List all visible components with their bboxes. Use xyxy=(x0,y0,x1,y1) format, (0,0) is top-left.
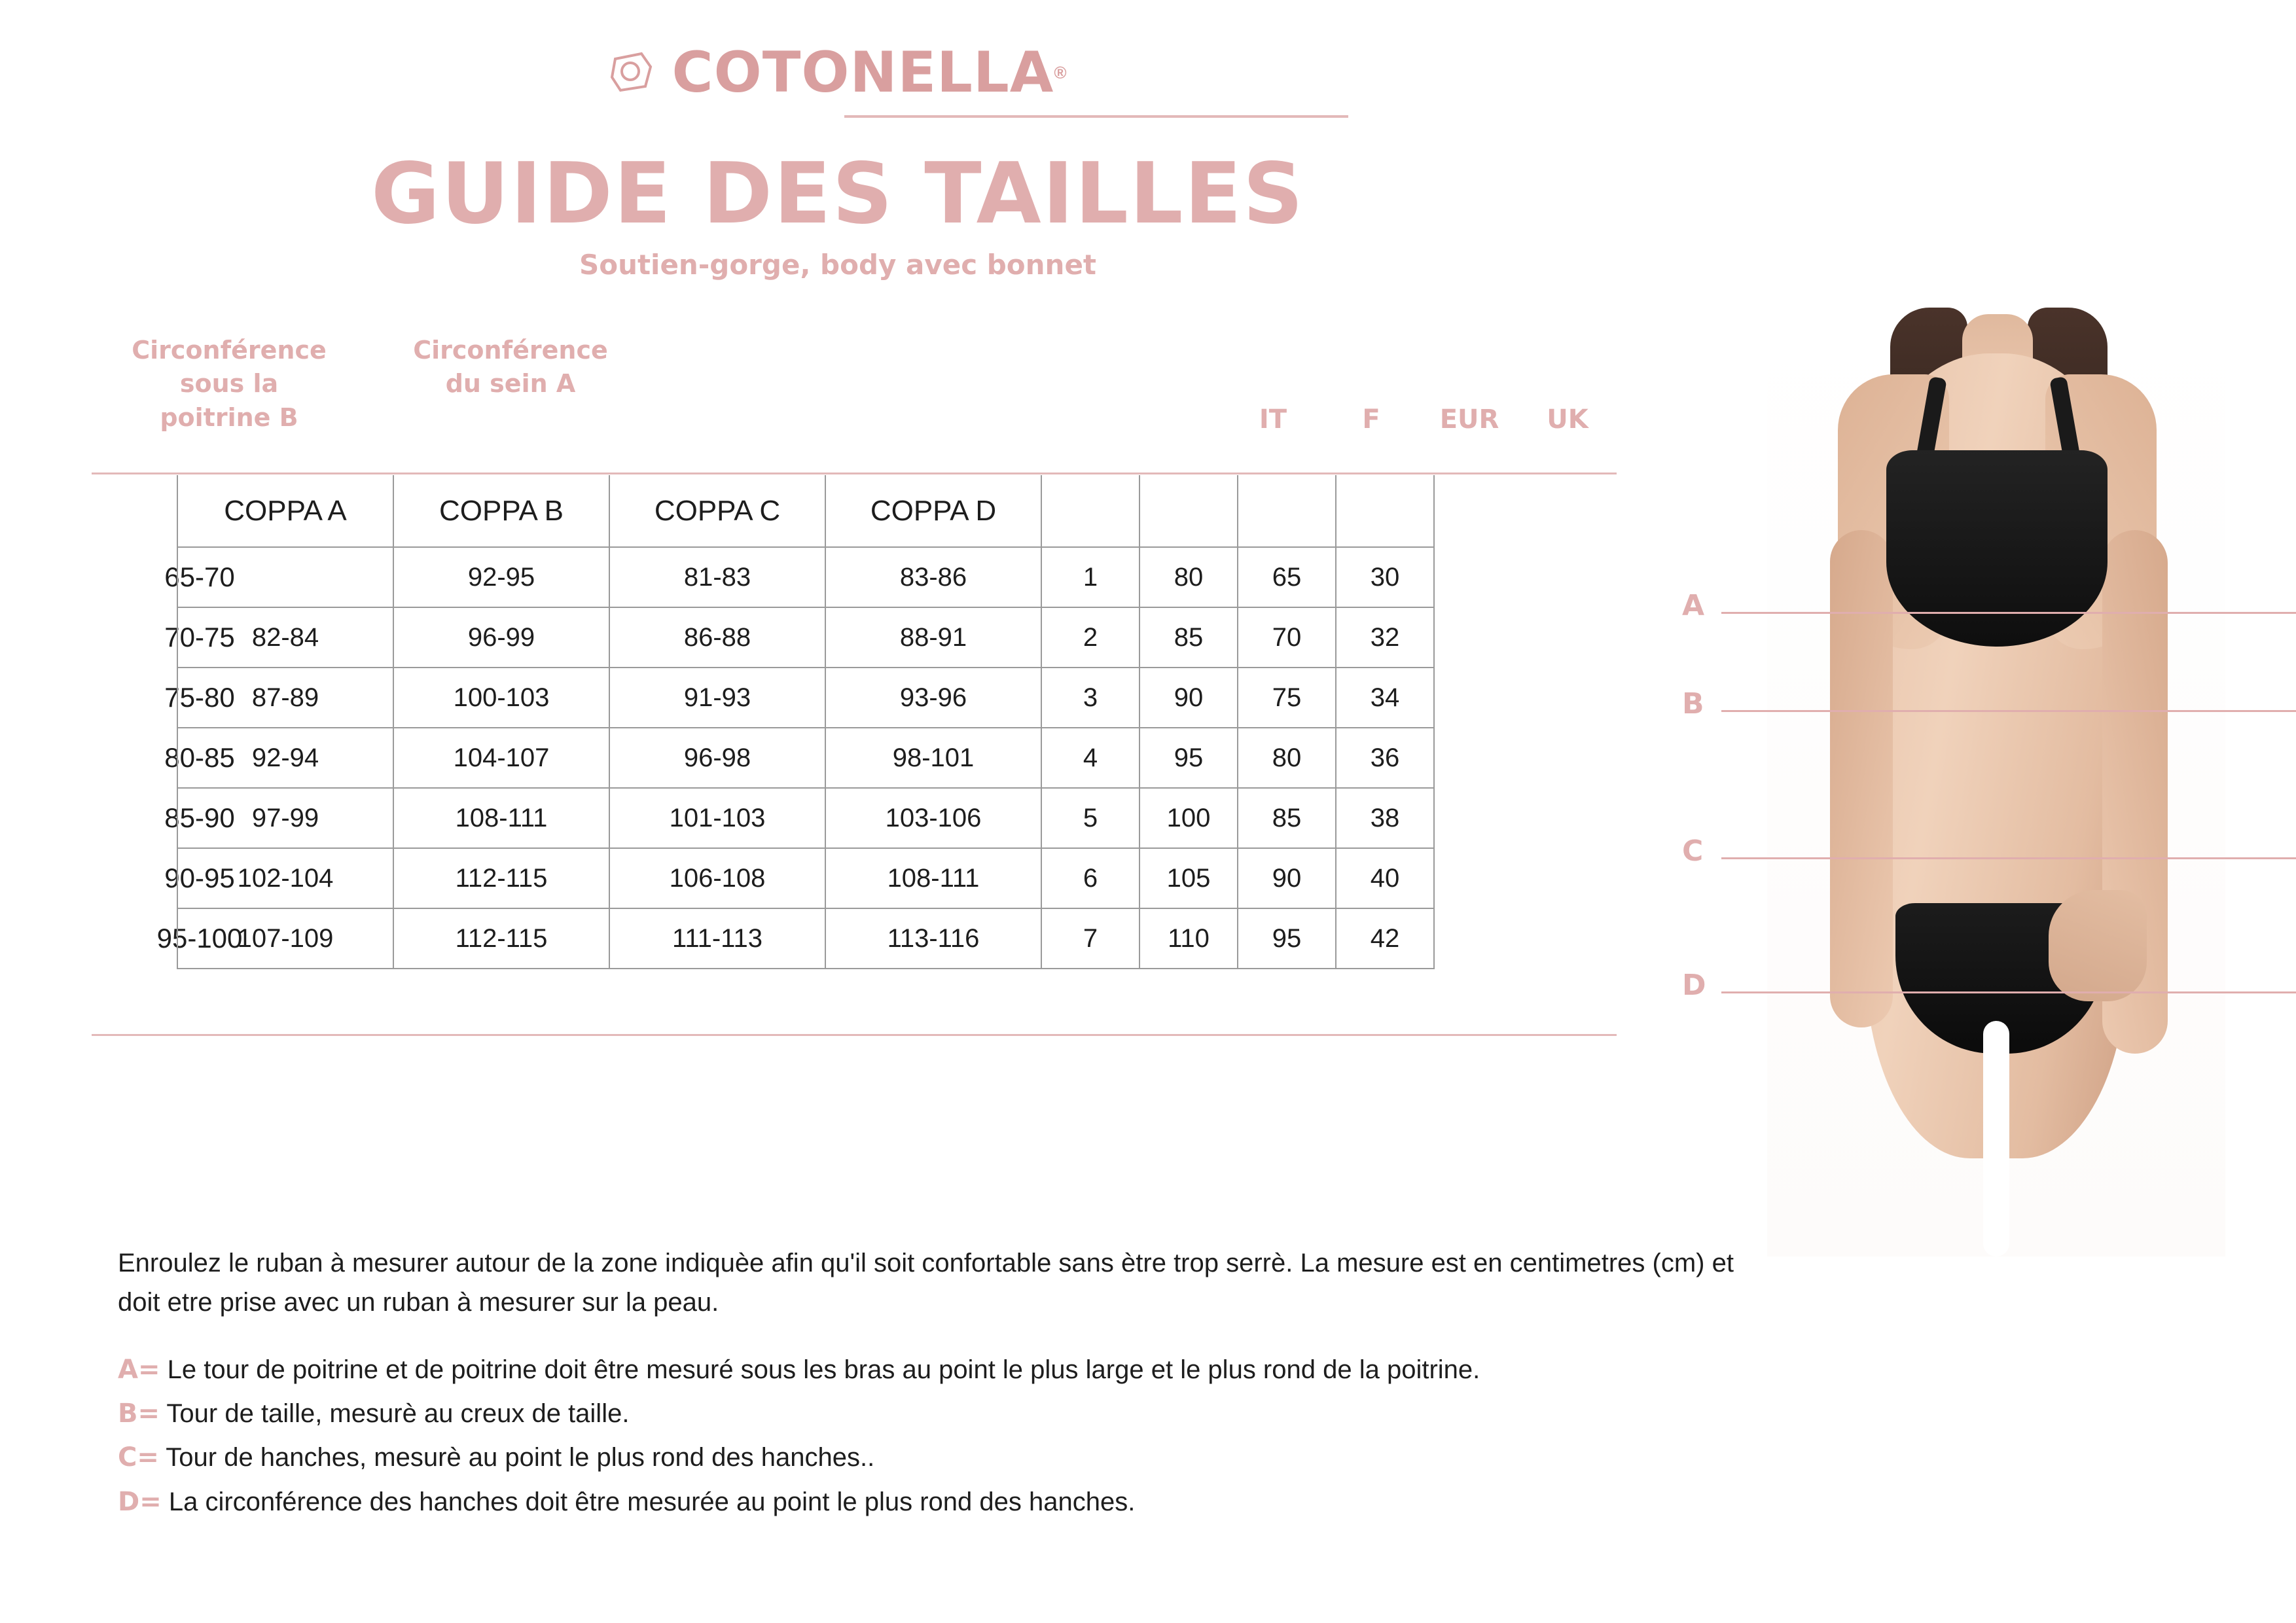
legend-text-d: La circonférence des hanches doit être mesurée au point le plus rond des hanches. xyxy=(168,1487,1136,1516)
brand-header xyxy=(0,40,1676,105)
measurement-legend xyxy=(118,1348,1885,1524)
cell-coppa-b: 104-107 xyxy=(393,728,609,788)
cell-eur: 85 xyxy=(1238,788,1336,848)
cell-coppa-a xyxy=(177,547,393,607)
page-subtitle: Soutien-gorge, body avec bonnet xyxy=(579,249,1097,281)
header-coppa-b: COPPA B xyxy=(393,475,609,547)
under-bust-value: 75-80 xyxy=(164,682,235,713)
cell-coppa-d: 88-91 xyxy=(825,607,1041,668)
brand-underline-divider xyxy=(844,115,1348,118)
legend-key-c: C= xyxy=(118,1442,159,1473)
size-chart-table xyxy=(177,475,1435,969)
cell-eur: 75 xyxy=(1238,668,1336,728)
table-bottom-rule xyxy=(92,1034,1617,1036)
header-coppa-c: COPPA C xyxy=(609,475,825,547)
caption-bust: Circonférence du sein A xyxy=(413,336,608,399)
hand xyxy=(2049,890,2147,1001)
cell-eur: 80 xyxy=(1238,728,1336,788)
cell-it: 6 xyxy=(1041,848,1139,908)
cell-coppa-a: 102-104 xyxy=(177,848,393,908)
marker-letter-c: C xyxy=(1682,834,1704,868)
size-system-uk: UK xyxy=(1547,404,1588,435)
marker-line-b xyxy=(1721,710,2296,712)
cell-coppa-b: 92-95 xyxy=(393,547,609,607)
legend-item-c xyxy=(118,1436,1885,1480)
cell-f: 95 xyxy=(1139,728,1238,788)
cell-coppa-c: 111-113 xyxy=(609,908,825,969)
size-system-it: IT xyxy=(1259,404,1287,435)
header-uk-blank xyxy=(1336,475,1434,547)
header-f-blank xyxy=(1139,475,1238,547)
marker-letter-d: D xyxy=(1682,969,1706,1002)
cell-coppa-d: 108-111 xyxy=(825,848,1041,908)
cell-coppa-d: 98-101 xyxy=(825,728,1041,788)
cell-f: 100 xyxy=(1139,788,1238,848)
legend-key-b: B= xyxy=(118,1399,160,1429)
cell-coppa-c: 106-108 xyxy=(609,848,825,908)
header-eur-blank xyxy=(1238,475,1336,547)
cell-f: 110 xyxy=(1139,908,1238,969)
size-system-eur: EUR xyxy=(1439,404,1499,435)
under-bust-value: 65-70 xyxy=(164,562,235,592)
under-bust-value: 80-85 xyxy=(164,742,235,773)
marker-line-c xyxy=(1721,857,2296,859)
brand-name: COTONELLA xyxy=(672,40,1054,105)
under-bust-value: 85-90 xyxy=(164,802,235,833)
hexagon-circle-logo-icon xyxy=(609,50,655,96)
cell-coppa-b: 96-99 xyxy=(393,607,609,668)
legend-text-c: Tour de hanches, mesurè au point le plus rond des hanches.. xyxy=(166,1443,875,1472)
table-top-rule xyxy=(92,473,1617,474)
model-photo xyxy=(1767,314,2225,1257)
under-bust-value: 90-95 xyxy=(164,863,235,893)
size-system-f: F xyxy=(1362,404,1380,435)
cell-f: 105 xyxy=(1139,848,1238,908)
marker-line-d xyxy=(1721,991,2296,993)
cell-uk: 36 xyxy=(1336,728,1434,788)
cell-coppa-d: 113-116 xyxy=(825,908,1041,969)
under-bust-value: 70-75 xyxy=(164,622,235,652)
cell-coppa-c: 96-98 xyxy=(609,728,825,788)
cell-uk: 34 xyxy=(1336,668,1434,728)
table-row xyxy=(177,728,1434,788)
cell-uk: 42 xyxy=(1336,908,1434,969)
table-row xyxy=(177,547,1434,607)
arm-left xyxy=(1830,530,1893,1027)
marker-letter-a: A xyxy=(1682,589,1705,622)
cell-coppa-b: 100-103 xyxy=(393,668,609,728)
under-bust-value: 95-100 xyxy=(156,923,243,954)
legend-text-b: Tour de taille, mesurè au creux de taille. xyxy=(166,1399,630,1429)
table-row xyxy=(177,848,1434,908)
cell-uk: 40 xyxy=(1336,848,1434,908)
cell-it: 4 xyxy=(1041,728,1139,788)
cell-coppa-d: 103-106 xyxy=(825,788,1041,848)
cell-coppa-d: 93-96 xyxy=(825,668,1041,728)
registered-mark: ® xyxy=(1054,62,1067,82)
bra-garment xyxy=(1886,450,2108,647)
cell-coppa-a: 82-84 xyxy=(177,607,393,668)
legend-item-d xyxy=(118,1480,1885,1524)
table-header-row xyxy=(177,475,1434,547)
cell-f: 85 xyxy=(1139,607,1238,668)
cell-eur: 70 xyxy=(1238,607,1336,668)
leg-gap xyxy=(1983,1021,2009,1257)
page-title: GUIDE DES TAILLES xyxy=(370,145,1305,243)
cell-coppa-c: 81-83 xyxy=(609,547,825,607)
cell-f: 90 xyxy=(1139,668,1238,728)
marker-letter-b: B xyxy=(1682,687,1704,721)
cell-coppa-c: 101-103 xyxy=(609,788,825,848)
legend-key-d: D= xyxy=(118,1486,162,1517)
table-row xyxy=(177,908,1434,969)
cell-it: 1 xyxy=(1041,547,1139,607)
cell-coppa-a: 92-94 xyxy=(177,728,393,788)
cell-uk: 32 xyxy=(1336,607,1434,668)
table-row xyxy=(177,788,1434,848)
cell-it: 3 xyxy=(1041,668,1139,728)
cell-coppa-a: 87-89 xyxy=(177,668,393,728)
cell-it: 2 xyxy=(1041,607,1139,668)
cell-it: 5 xyxy=(1041,788,1139,848)
cell-coppa-b: 112-115 xyxy=(393,848,609,908)
cell-uk: 38 xyxy=(1336,788,1434,848)
cell-eur: 95 xyxy=(1238,908,1336,969)
marker-line-a xyxy=(1721,612,2296,614)
cell-eur: 65 xyxy=(1238,547,1336,607)
cell-eur: 90 xyxy=(1238,848,1336,908)
cell-f: 80 xyxy=(1139,547,1238,607)
measurement-instructions: Enroulez le ruban à mesurer autour de la zone indiquèe afin qu'il soit confortable sans ètre trop serrè. La mesure est en centimetres (cm) et doit etre prise avec un ruban à mesurer sur la peau. xyxy=(118,1249,1734,1317)
table-row xyxy=(177,607,1434,668)
header-coppa-a: COPPA A xyxy=(177,475,393,547)
cell-it: 7 xyxy=(1041,908,1139,969)
header-it-blank xyxy=(1041,475,1139,547)
cell-coppa-c: 91-93 xyxy=(609,668,825,728)
cell-uk: 30 xyxy=(1336,547,1434,607)
cell-coppa-d: 83-86 xyxy=(825,547,1041,607)
caption-under-bust: Circonférence sous la poitrine B xyxy=(132,336,327,432)
legend-key-a: A= xyxy=(118,1355,160,1385)
table-row xyxy=(177,668,1434,728)
legend-text-a: Le tour de poitrine et de poitrine doit être mesuré sous les bras au point le plus large et le plus rond de la poitrine. xyxy=(167,1355,1480,1384)
legend-item-a xyxy=(118,1348,1885,1392)
cell-coppa-a: 97-99 xyxy=(177,788,393,848)
cell-coppa-b: 112-115 xyxy=(393,908,609,969)
legend-item-b xyxy=(118,1392,1885,1436)
cell-coppa-a: 107-109 xyxy=(177,908,393,969)
cell-coppa-c: 86-88 xyxy=(609,607,825,668)
header-coppa-d: COPPA D xyxy=(825,475,1041,547)
cell-coppa-b: 108-111 xyxy=(393,788,609,848)
size-system-headers xyxy=(1224,404,1617,435)
